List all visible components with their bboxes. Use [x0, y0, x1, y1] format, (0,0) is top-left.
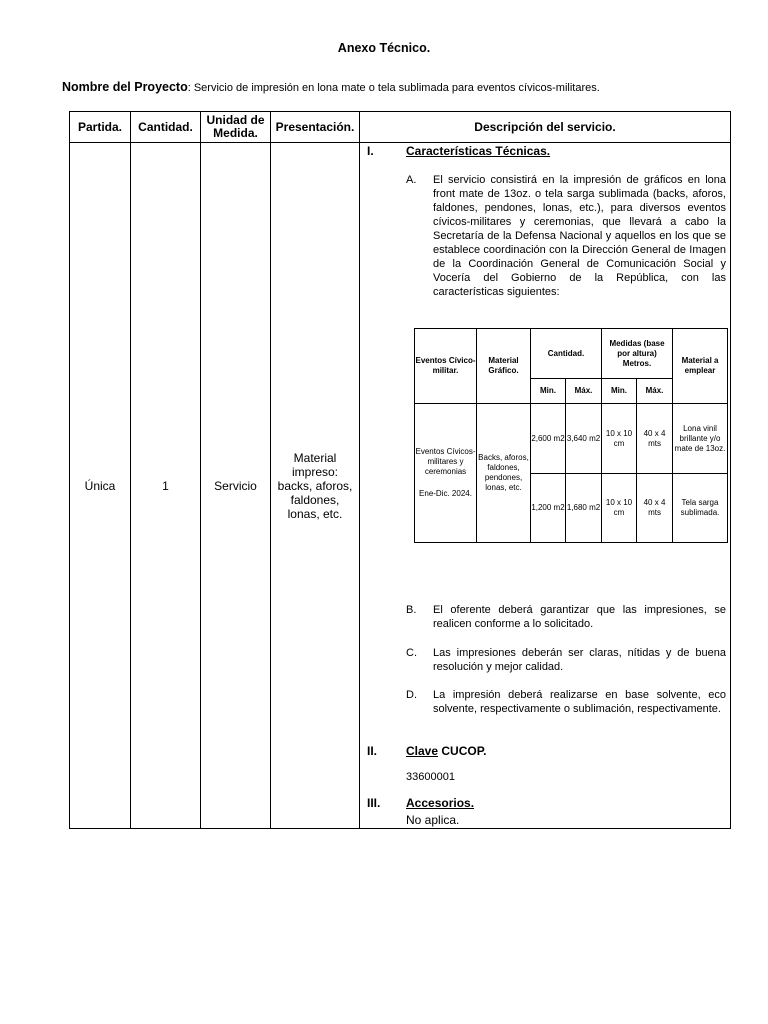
item-letter: B. — [406, 604, 417, 616]
presentacion-text: Material impreso: backs, aforos, faldones, lonas, etc. — [277, 450, 353, 521]
inner-cell-med-min: 10 x 10 cm — [602, 474, 637, 543]
section-3-title: Accesorios. — [406, 796, 475, 810]
header-descripcion: Descripción del servicio. — [360, 112, 731, 143]
cell-descripcion — [360, 143, 731, 829]
list-item-d — [406, 688, 726, 716]
project-label: Nombre del Proyecto — [62, 80, 188, 94]
header-partida: Partida. — [70, 112, 131, 143]
inner-cell-min: 1,200 m2 — [531, 474, 566, 543]
inner-header-medidas: Medidas (base por altura) Metros. — [602, 329, 673, 379]
header-cantidad: Cantidad. — [131, 112, 201, 143]
eventos-text: Eventos Cívicos-militares y ceremonias — [415, 447, 476, 476]
item-letter: A. — [406, 174, 417, 186]
project-text: : Servicio de impresión en lona mate o tela sublimada para eventos cívicos-militares. — [187, 82, 600, 94]
inner-cell-med-max: 40 x 4 mts — [637, 404, 673, 474]
item-text: La impresión deberá realizarse en base solvente, eco solvente, respectivamente o sublimación, respectivamente. — [433, 689, 726, 715]
inner-header-max: Máx. — [566, 379, 602, 404]
item-letter: C. — [406, 647, 417, 659]
item-letter: D. — [406, 689, 417, 701]
periodo-text: Ene-Dic. 2024. — [419, 489, 472, 498]
inner-cell-emplear: Tela sarga sublimada. — [673, 474, 728, 543]
item-text: El oferente deberá garantizar que las impresiones, se realicen conforme a lo solicitado. — [433, 604, 726, 630]
inner-header-material: Material Gráfico. — [477, 329, 531, 404]
item-text: Las impresiones deberán ser claras, nítidas y de buena resolución y mejor calidad. — [433, 647, 726, 673]
item-text: El servicio consistirá en la impresión de gráficos en lona front mate de 13oz. o tela sarga sublimada (backs, aforos, faldones, pendones, lonas, etc.), para diversos eventos cívicos-militares y ceremonias, que llevará a cabo la Secretaría de la Defensa Nacional y aquellos en los que se establece coordinación con la Dirección General de Imagen de la Coordinación General de Comunicación Social y Vocería del Gobierno de la República, con las características siguientes: — [433, 174, 726, 298]
inner-cell-med-max: 40 x 4 mts — [637, 474, 673, 543]
cell-unidad: Servicio — [201, 143, 271, 829]
inner-header-emplear: Material a emplear — [673, 329, 728, 404]
accesorios-value: No aplica. — [406, 813, 460, 827]
cell-partida: Única — [70, 143, 131, 829]
document-title: Anexo Técnico. — [337, 41, 431, 55]
list-item-a — [406, 173, 726, 299]
specifications-table — [414, 328, 728, 543]
cell-cantidad: 1 — [131, 143, 201, 829]
cucop-value: 33600001 — [406, 771, 455, 783]
inner-cell-max: 3,640 m2 — [566, 404, 602, 474]
section-2-title: Clave CUCOP. — [406, 744, 487, 758]
cell-presentacion — [271, 143, 360, 829]
inner-cell-max: 1,680 m2 — [566, 474, 602, 543]
list-item-b — [406, 603, 726, 631]
inner-header-min: Min. — [531, 379, 566, 404]
inner-cell-med-min: 10 x 10 cm — [602, 404, 637, 474]
header-row — [70, 112, 731, 143]
table-row — [70, 143, 731, 829]
inner-cell-eventos — [415, 404, 477, 543]
inner-header-max-2: Máx. — [637, 379, 673, 404]
list-item-c — [406, 646, 726, 674]
inner-cell-emplear: Lona vinil brillante y/o mate de 13oz. — [673, 404, 728, 474]
inner-cell-min: 2,600 m2 — [531, 404, 566, 474]
inner-header-eventos: Eventos Cívico-militar. — [415, 329, 477, 404]
section-1-title: Características Técnicas. — [406, 144, 551, 158]
section-1-number: I. — [367, 144, 374, 158]
inner-header-min-2: Min. — [602, 379, 637, 404]
inner-cell-material: Backs, aforos, faldones, pendones, lonas, etc. — [477, 404, 531, 543]
header-unidad: Unidad de Medida. — [201, 112, 271, 143]
section-3-number: III. — [367, 796, 381, 810]
inner-header-cantidad: Cantidad. — [531, 329, 602, 379]
annex-table — [69, 111, 731, 829]
header-presentacion: Presentación. — [271, 112, 360, 143]
section-2-number: II. — [367, 744, 378, 758]
project-name-line — [62, 80, 600, 94]
